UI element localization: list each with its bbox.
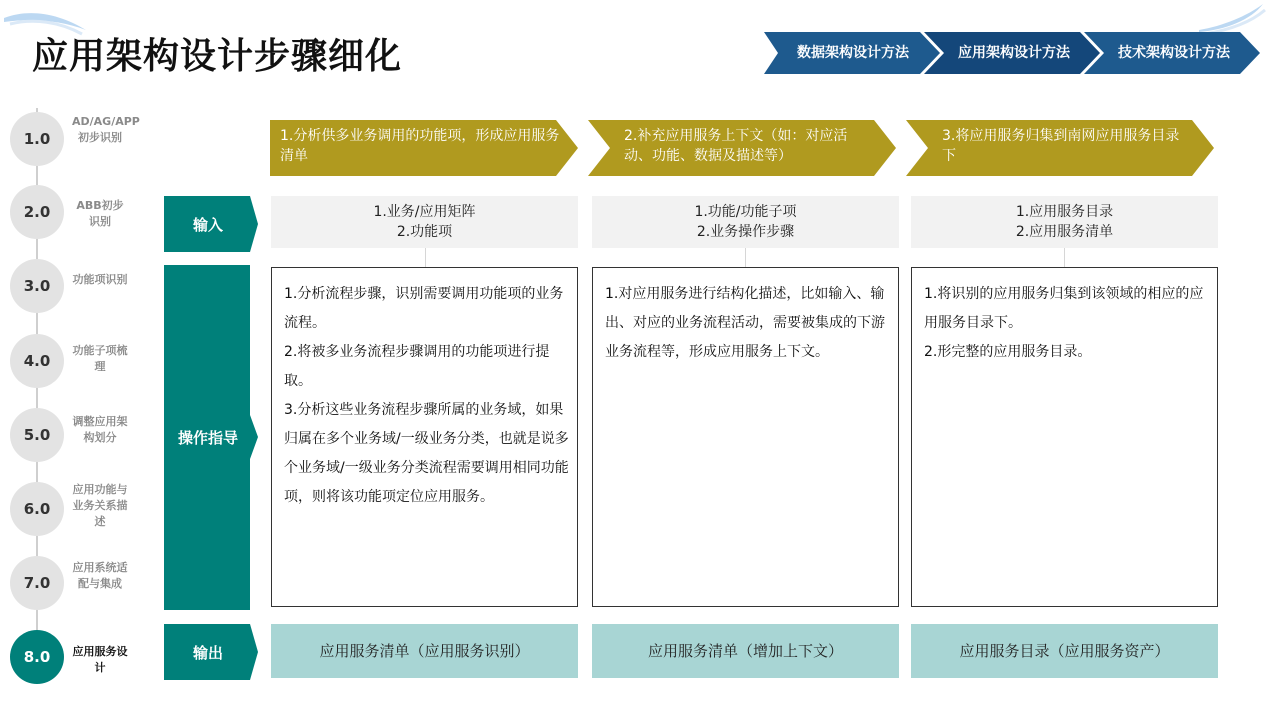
process-step-3: 3.将应用服务归集到南网应用服务目录下 (942, 128, 1180, 164)
connector-3 (1064, 248, 1065, 268)
connector-2 (745, 248, 746, 268)
step-5-label: 调整应用架构划分 (72, 415, 128, 444)
process-step-2: 2.补充应用服务上下文（如：对应活动、功能、数据及描述等） (624, 128, 848, 164)
input-1-line-1: 1.业务/应用矩阵 (373, 204, 476, 220)
guide-1-item-1: 1.分析流程步骤，识别需要调用功能项的业务流程。 (284, 286, 564, 331)
output-box-2: 应用服务清单（增加上下文） (592, 624, 899, 678)
input-3-line-2: 2.应用服务清单 (1015, 224, 1114, 240)
step-2-circle[interactable]: 2.0 (10, 185, 64, 239)
guide-row-tab (164, 265, 260, 610)
process-steps (270, 120, 1218, 176)
step-7-label: 应用系统适配与集成 (72, 561, 128, 590)
input-2-line-2: 2.业务操作步骤 (696, 224, 795, 240)
step-7-circle[interactable]: 7.0 (10, 556, 64, 610)
step-5-circle[interactable]: 5.0 (10, 408, 64, 462)
method-tab-tech[interactable]: 技术架构设计方法 (1118, 45, 1230, 61)
input-box-3 (911, 196, 1218, 248)
method-tab-data[interactable]: 数据架构设计方法 (797, 45, 909, 61)
input-box-2 (592, 196, 899, 248)
step-8-label: 应用服务设计 (72, 645, 128, 674)
output-row-tab (164, 624, 260, 680)
step-1-circle[interactable]: 1.0 (10, 112, 64, 166)
step-1-label: AD/AG/APP初步识别 (72, 115, 140, 144)
output-box-3: 应用服务目录（应用服务资产） (911, 624, 1218, 678)
input-3-line-1: 1.应用服务目录 (1015, 204, 1114, 220)
step-3-circle[interactable]: 3.0 (10, 259, 64, 313)
input-row-label: 输入 (192, 216, 223, 234)
method-tab-app[interactable]: 应用架构设计方法 (958, 45, 1070, 61)
input-box-1 (271, 196, 578, 248)
output-box-1: 应用服务清单（应用服务识别） (271, 624, 578, 678)
guide-box-3 (911, 267, 1218, 607)
input-1-line-2: 2.功能项 (396, 224, 453, 240)
step-4-circle[interactable]: 4.0 (10, 334, 64, 388)
top-right-swoosh (1195, 0, 1267, 36)
page-title: 应用架构设计步骤细化 (32, 36, 403, 77)
guide-1-item-2: 2.将被多业务流程步骤调用的功能项进行提取。 (284, 344, 550, 389)
input-row-tab (164, 196, 260, 252)
guide-2-item-1: 1.对应用服务进行结构化描述，比如输入、输出、对应的业务流程活动，需要被集成的下游业务流程等，形成应用服务上下文。 (605, 286, 885, 360)
guide-row-label: 操作指导 (177, 429, 238, 447)
step-2-label: ABB初步识别 (76, 199, 124, 228)
step-6-label: 应用功能与业务关系描述 (72, 483, 128, 528)
step-timeline (8, 108, 138, 678)
step-8-circle[interactable]: 8.0 (10, 630, 64, 684)
guide-3-item-1: 1.将识别的应用服务归集到该领域的相应的应用服务目录下。 (924, 286, 1204, 331)
guide-3-item-2: 2.形完整的应用服务目录。 (924, 344, 1092, 360)
step-6-circle[interactable]: 6.0 (10, 482, 64, 536)
step-4-label: 功能子项梳理 (72, 344, 128, 373)
step-3-label: 功能项识别 (72, 273, 128, 286)
method-nav (764, 32, 1260, 74)
process-step-1: 1.分析供多业务调用的功能项，形成应用服务清单 (280, 128, 560, 164)
guide-box-1 (271, 267, 578, 607)
guide-box-2 (592, 267, 899, 607)
output-row-label: 输出 (192, 644, 223, 662)
input-2-line-1: 1.功能/功能子项 (694, 204, 797, 220)
connector-1 (425, 248, 426, 268)
guide-1-item-3: 3.分析这些业务流程步骤所属的业务域，如果归属在多个业务域/一级业务分类，也就是说多个业务域/一级业务分类流程需要调用相同功能项，则将该功能项定位应用服务。 (284, 402, 569, 505)
